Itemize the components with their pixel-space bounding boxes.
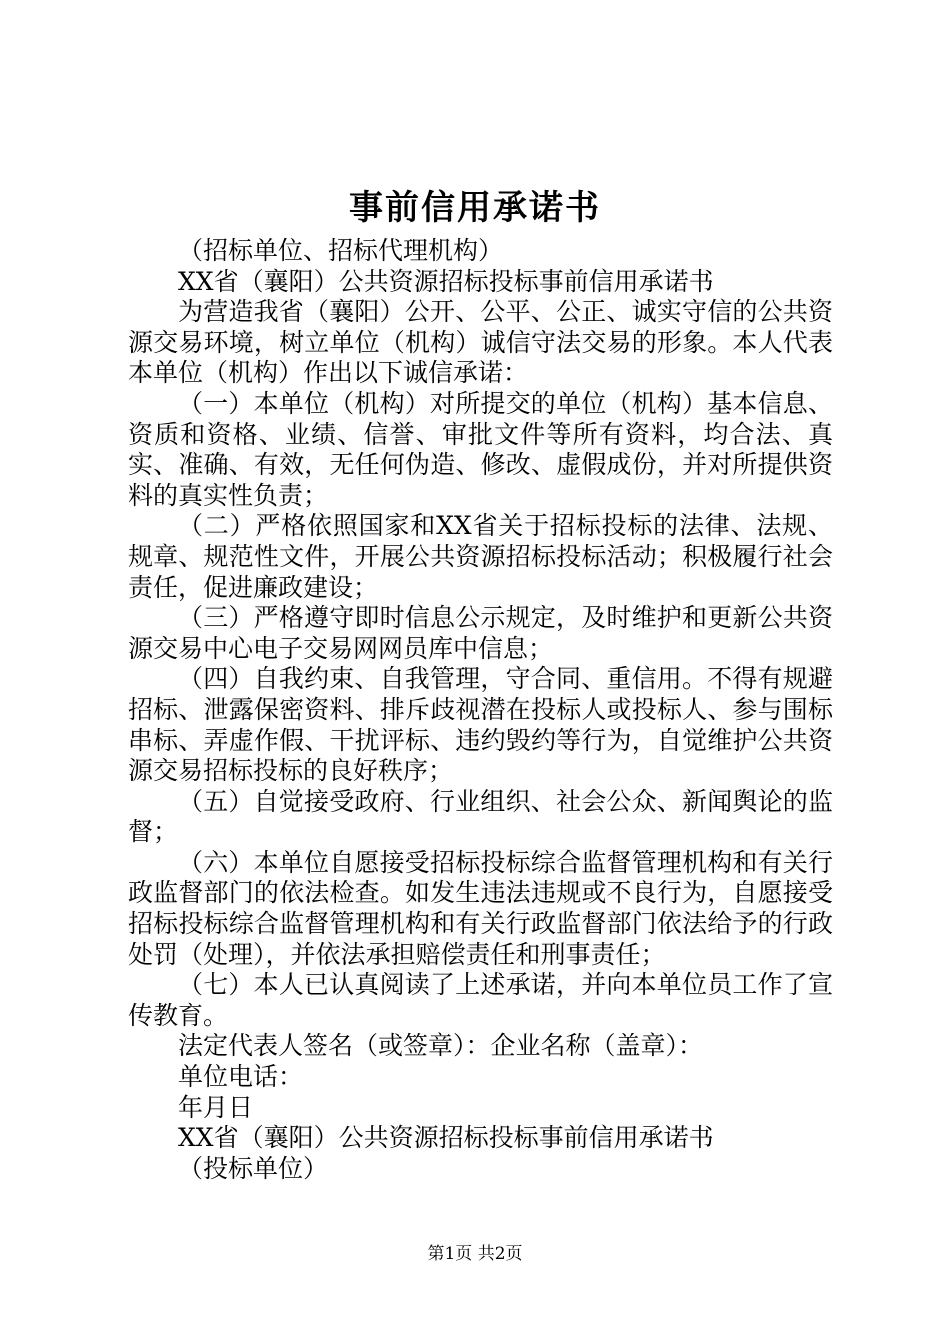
paragraph-commitment-5: （五）自觉接受政府、行业组织、社会公众、新闻舆论的监督； [128,786,833,847]
paragraph-commitment-2: （二）严格依照国家和XX省关于招标投标的法律、法规、规章、规范性文件，开展公共资源招标投标活动；积极履行社会责任，促进廉政建设； [128,511,833,602]
paragraph-date-line: 年月日 [178,1092,254,1122]
paragraph-subtitle-tenderer: （招标单位、招标代理机构） [178,236,504,265]
paragraph-heading: XX省（襄阳）公共资源招标投标事前信用承诺书 [178,266,714,296]
paragraph-commitment-6: （六）本单位自愿接受招标投标综合监督管理机构和有关行政监督部门的依法检查。如发生违法违规或不良行为，自愿接受招标投标综合监督管理机构和有关行政监督部门依法给予的行政处罚（处理），并依法承担赔偿责任和刑事责任； [128,847,833,969]
paragraph-heading-2: XX省（襄阳）公共资源招标投标事前信用承诺书 [178,1123,714,1153]
paragraph-commitment-1: （一）本单位（机构）对所提交的单位（机构）基本信息、资质和资格、业绩、信誉、审批文件等所有资料，均合法、真实、准确、有效，无任何伪造、修改、虚假成份，并对所提供资料的真实性负责； [128,388,833,510]
paragraph-commitment-4: （四）自我约束、自我管理，守合同、重信用。不得有规避招标、泄露保密资料、排斥歧视潜在投标人或投标人、参与围标串标、弄虚作假、干扰评标、违约毁约等行为，自觉维护公共资源交易招标投标的良好秩序； [128,664,833,786]
paragraph-phone-line: 单位电话： [178,1062,304,1092]
paragraph-subtitle-bidder: （投标单位） [178,1153,329,1183]
document-body [128,236,833,1184]
paragraph-signature-line: 法定代表人签名（或签章）：企业名称（盖章）： [178,1031,704,1061]
paragraph-commitment-7: （七）本人已认真阅读了上述承诺，并向本单位员工作了宣传教育。 [128,970,833,1030]
paragraph-commitment-3: （三）严格遵守即时信息公示规定，及时维护和更新公共资源交易中心电子交易网网员库中信息； [128,603,833,663]
document-title: 事前信用承诺书 [349,188,601,228]
page-number: 第1页 共2页 [427,1244,523,1264]
paragraph-intro: 为营造我省（襄阳）公开、公平、公正、诚实守信的公共资源交易环境，树立单位（机构）诚信守法交易的形象。本人代表本单位（机构）作出以下诚信承诺： [128,297,833,388]
